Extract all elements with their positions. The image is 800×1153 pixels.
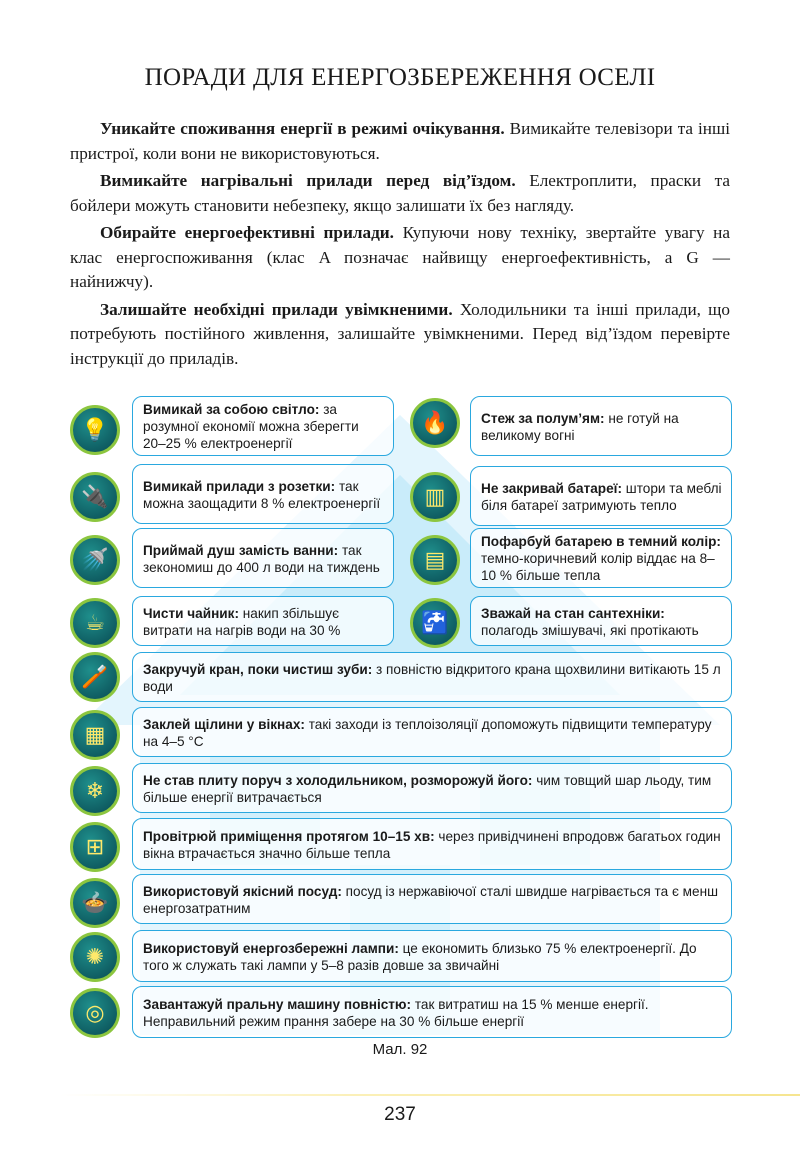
tip-card xyxy=(132,707,732,757)
tip-card xyxy=(470,466,732,526)
tip-text: Стеж за полум’ям: не готуй на великому вогні xyxy=(481,410,679,443)
power-socket-icon: 🔌 xyxy=(70,472,120,522)
open-window-icon: ⊞ xyxy=(70,822,120,872)
tip-text: Не став плиту поруч з холодильником, розморожуй його: чим товщий шар льоду, тим більше енергії витрачається xyxy=(143,772,712,805)
footer-divider xyxy=(60,1094,800,1096)
tip-text: Приймай душ замість ванни: так зекономиш до 400 л води на тиждень xyxy=(143,542,380,575)
tip-text: Не закривай батареї: штори та меблі біля батареї затримують тепло xyxy=(481,480,722,513)
tip-card xyxy=(132,986,732,1038)
window-seal-icon: ▦ xyxy=(70,710,120,760)
lightbulb-icon: 💡 xyxy=(70,405,120,455)
tip-text: Використовуй якісний посуд: посуд із нержавіючої сталі швидше нагрівається та є менш енергозатратним xyxy=(143,883,718,916)
figure-caption: Мал. 92 xyxy=(372,1041,428,1058)
tip-card xyxy=(132,874,732,924)
page-title: ПОРАДИ ДЛЯ ЕНЕРГОЗБЕРЕЖЕННЯ ОСЕЛІ xyxy=(144,64,656,91)
tip-text: Зважай на стан сантехніки: полагодь змішувачі, які протікають xyxy=(481,605,699,638)
tip-card xyxy=(132,930,732,982)
page-number: 237 xyxy=(384,1104,416,1125)
washing-machine-icon: ◎ xyxy=(70,988,120,1038)
toothbrush-icon: 🪥 xyxy=(70,652,120,702)
tip-card xyxy=(132,396,394,456)
cookware-icon: 🍲 xyxy=(70,878,120,928)
intro-paragraph: Уникайте споживання енергії в режимі очікування. Вимикайте телевізори та інші пристрої, коли вони не використовуються. xyxy=(70,119,730,163)
dark-radiator-icon: ▤ xyxy=(410,535,460,585)
tip-card xyxy=(470,528,732,588)
tip-text: Використовуй енергозбережні лампи: це економить близько 75 % електроенергії. До того ж служать такі лампи у 5–8 разів довше за звичайні xyxy=(143,940,697,973)
energy-saving-lamp-icon: ✺ xyxy=(70,932,120,982)
tip-card xyxy=(132,596,394,646)
tip-card xyxy=(132,528,394,588)
tip-text: Чисти чайник: накип збільшує витрати на нагрів води на 30 % xyxy=(143,605,341,638)
tip-text: Завантажуй пральну машину повністю: так витратиш на 15 % менше енергії. Неправильний режим прання забере на 30 % більше енергії xyxy=(143,996,649,1029)
tip-card xyxy=(132,652,732,702)
tip-text: Заклей щілини у вікнах: такі заходи із теплоізоляції допоможуть підвищити температуру на 4–5 °C xyxy=(143,716,712,749)
tip-text: Вимикай за собою світло: за розумної економії можна зберегти 20–25 % електроенергії xyxy=(143,402,359,451)
faucet-icon: 🚰 xyxy=(410,598,460,648)
tip-card xyxy=(132,464,394,524)
shower-icon: 🚿 xyxy=(70,535,120,585)
intro-paragraph: Вимикайте нагрівальні прилади перед від’їздом. Електроплити, праски та бойлери можуть становити небезпеку, якщо залишати їх без нагляду. xyxy=(70,171,730,215)
tip-card xyxy=(132,763,732,813)
fridge-icon: ❄ xyxy=(70,766,120,816)
tip-card xyxy=(470,596,732,646)
intro-paragraph: Обирайте енергоефективні прилади. Купуючи нову техніку, звертайте увагу на клас енергоспоживання (клас A позначає найвищу енергоефективність, а G — найнижчу). xyxy=(70,223,730,291)
gas-flame-icon: 🔥 xyxy=(410,398,460,448)
tip-text: Пофарбуй батарею в темний колір: темно-коричневий колір віддає на 8–10 % більше тепла xyxy=(481,534,721,583)
tip-card xyxy=(470,396,732,456)
tip-text: Вимикай прилади з розетки: так можна заощадити 8 % електроенергії xyxy=(143,478,381,511)
tip-text: Закручуй кран, поки чистиш зуби: з повністю відкритого крана щохвилини витікають 15 л води xyxy=(143,661,721,694)
tip-card xyxy=(132,818,732,870)
radiator-curtain-icon: ▥ xyxy=(410,472,460,522)
intro-paragraph: Залишайте необхідні прилади увімкненими. Холодильники та інші прилади, що потребують постійного живлення, залишайте увімкненими. Перед від’їздом перевірте інструкції до приладів. xyxy=(70,299,730,368)
kettle-icon: ☕ xyxy=(70,598,120,648)
intro-text xyxy=(70,117,730,374)
tip-text: Провітрюй приміщення протягом 10–15 хв: через привідчинені впродовж багатьох годин вікна втрачається значно більше тепла xyxy=(143,828,721,861)
